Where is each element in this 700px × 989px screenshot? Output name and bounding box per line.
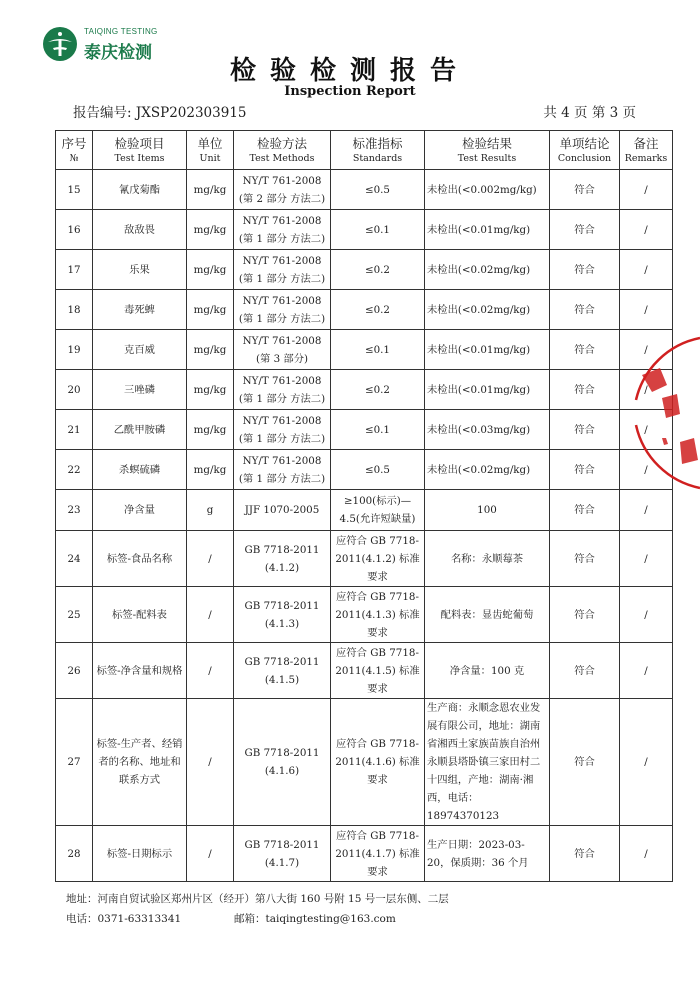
official-seal-stamp	[622, 330, 700, 495]
cell-test-method: NY/T 761-2008 (第 1 部分 方法二)	[234, 250, 331, 290]
cell-test-result: 生产商：永顺念恩农业发展有限公司，地址：湖南省湘西土家族苗族自治州永顺县塔卧镇三家田村二十四组，产地：湖南·湘西，电话：18974370123	[425, 699, 550, 826]
cell-number: 16	[56, 210, 93, 250]
cell-remark: /	[620, 170, 673, 210]
cell-unit: /	[187, 826, 234, 882]
logo-chinese-text: 泰庆检测	[84, 43, 152, 63]
cell-test-method: GB 7718-2011 (4.1.7)	[234, 826, 331, 882]
cell-test-method: GB 7718-2011 (4.1.2)	[234, 531, 331, 587]
cell-standard: ≤0.2	[331, 250, 425, 290]
header-test-items: 检验项目 Test Items	[93, 131, 187, 170]
cell-remark: /	[620, 531, 673, 587]
cell-number: 26	[56, 643, 93, 699]
table-row	[56, 587, 673, 643]
cell-remark: /	[620, 490, 673, 531]
cell-number: 15	[56, 170, 93, 210]
cell-number: 27	[56, 699, 93, 826]
header-unit: 单位 Unit	[187, 131, 234, 170]
page-indicator: 共 4 页 第 3 页	[543, 105, 636, 121]
cell-test-item: 三唑磷	[93, 370, 187, 410]
cell-remark: /	[620, 330, 673, 370]
footer-phone: 电话：0371-63313341	[66, 913, 182, 925]
cell-test-method: NY/T 761-2008 (第 1 部分 方法二)	[234, 410, 331, 450]
cell-test-result: 生产日期：2023-03-20，保质期：36 个月	[425, 826, 550, 882]
cell-conclusion: 符合	[550, 826, 620, 882]
cell-test-result: 100	[425, 490, 550, 531]
cell-standard: 应符合 GB 7718-2011(4.1.7) 标准要求	[331, 826, 425, 882]
table-row	[56, 250, 673, 290]
cell-test-method: GB 7718-2011 (4.1.3)	[234, 587, 331, 643]
table-row	[56, 370, 673, 410]
header-remarks: 备注 Remarks	[620, 131, 673, 170]
cell-test-result: 未检出(<0.02mg/kg)	[425, 250, 550, 290]
cell-test-result: 名称：永顺莓茶	[425, 531, 550, 587]
cell-test-method: NY/T 761-2008 (第 1 部分 方法二)	[234, 290, 331, 330]
cell-standard: ≤0.5	[331, 450, 425, 490]
cell-test-item: 氰戊菊酯	[93, 170, 187, 210]
cell-test-result: 配料表：显齿蛇葡萄	[425, 587, 550, 643]
cell-number: 18	[56, 290, 93, 330]
footer-email: 邮箱：taiqingtesting@163.com	[234, 913, 396, 925]
cell-test-method: JJF 1070-2005	[234, 490, 331, 531]
table-row	[56, 643, 673, 699]
cell-test-item: 毒死蜱	[93, 290, 187, 330]
table-row	[56, 826, 673, 882]
cell-test-item: 敌敌畏	[93, 210, 187, 250]
cell-standard: 应符合 GB 7718-2011(4.1.2) 标准要求	[331, 531, 425, 587]
cell-standard: ≤0.1	[331, 330, 425, 370]
cell-test-result: 未检出(<0.01mg/kg)	[425, 370, 550, 410]
cell-test-method: NY/T 761-2008 (第 1 部分 方法二)	[234, 370, 331, 410]
cell-conclusion: 符合	[550, 490, 620, 531]
cell-number: 24	[56, 531, 93, 587]
header-standards: 标准指标 Standards	[331, 131, 425, 170]
cell-standard: ≥100(标示)—4.5(允许短缺量)	[331, 490, 425, 531]
header-number: 序号 №	[56, 131, 93, 170]
cell-unit: /	[187, 531, 234, 587]
cell-number: 23	[56, 490, 93, 531]
cell-conclusion: 符合	[550, 587, 620, 643]
footer-address: 地址：河南自贸试验区郑州片区（经开）第八大街 160 号附 15 号一层东侧、二层	[66, 893, 449, 905]
cell-test-result: 未检出(<0.01mg/kg)	[425, 330, 550, 370]
cell-unit: mg/kg	[187, 450, 234, 490]
cell-test-item: 标签-配料表	[93, 587, 187, 643]
cell-test-item: 标签-净含量和规格	[93, 643, 187, 699]
cell-standard: ≤0.1	[331, 410, 425, 450]
cell-test-item: 标签-日期标示	[93, 826, 187, 882]
cell-test-method: NY/T 761-2008 (第 1 部分 方法二)	[234, 210, 331, 250]
cell-unit: /	[187, 699, 234, 826]
table-header-row	[56, 131, 673, 170]
cell-number: 17	[56, 250, 93, 290]
cell-remark: /	[620, 290, 673, 330]
cell-test-item: 净含量	[93, 490, 187, 531]
cell-conclusion: 符合	[550, 370, 620, 410]
table-row	[56, 170, 673, 210]
cell-test-result: 未检出(<0.02mg/kg)	[425, 450, 550, 490]
cell-number: 22	[56, 450, 93, 490]
cell-conclusion: 符合	[550, 250, 620, 290]
report-number: 报告编号: JXSP202303915	[73, 105, 247, 121]
cell-number: 21	[56, 410, 93, 450]
cell-test-method: GB 7718-2011 (4.1.5)	[234, 643, 331, 699]
table-row	[56, 330, 673, 370]
table-row	[56, 210, 673, 250]
cell-test-result: 未检出(<0.03mg/kg)	[425, 410, 550, 450]
results-table	[55, 130, 673, 882]
cell-standard: ≤0.2	[331, 290, 425, 330]
header-test-results: 检验结果 Test Results	[425, 131, 550, 170]
cell-test-result: 未检出(<0.002mg/kg)	[425, 170, 550, 210]
cell-conclusion: 符合	[550, 531, 620, 587]
cell-unit: g	[187, 490, 234, 531]
cell-test-item: 乙酰甲胺磷	[93, 410, 187, 450]
cell-standard: ≤0.1	[331, 210, 425, 250]
table-row	[56, 450, 673, 490]
cell-standard: ≤0.5	[331, 170, 425, 210]
logo-english-text: TAIQING TESTING	[84, 27, 158, 36]
cell-conclusion: 符合	[550, 290, 620, 330]
cell-unit: mg/kg	[187, 170, 234, 210]
cell-unit: /	[187, 587, 234, 643]
table-row	[56, 290, 673, 330]
cell-conclusion: 符合	[550, 210, 620, 250]
cell-unit: mg/kg	[187, 250, 234, 290]
cell-number: 20	[56, 370, 93, 410]
cell-test-item: 乐果	[93, 250, 187, 290]
cell-conclusion: 符合	[550, 450, 620, 490]
cell-remark: /	[620, 370, 673, 410]
cell-unit: mg/kg	[187, 290, 234, 330]
cell-unit: mg/kg	[187, 210, 234, 250]
cell-remark: /	[620, 450, 673, 490]
table-row	[56, 490, 673, 531]
cell-standard: 应符合 GB 7718-2011(4.1.5) 标准要求	[331, 643, 425, 699]
cell-unit: mg/kg	[187, 330, 234, 370]
cell-standard: ≤0.2	[331, 370, 425, 410]
cell-remark: /	[620, 410, 673, 450]
header-conclusion: 单项结论 Conclusion	[550, 131, 620, 170]
cell-remark: /	[620, 826, 673, 882]
report-title-english: Inspection Report	[284, 84, 416, 99]
cell-conclusion: 符合	[550, 410, 620, 450]
cell-test-method: GB 7718-2011 (4.1.6)	[234, 699, 331, 826]
cell-standard: 应符合 GB 7718-2011(4.1.6) 标准要求	[331, 699, 425, 826]
cell-test-item: 克百威	[93, 330, 187, 370]
cell-number: 25	[56, 587, 93, 643]
cell-unit: mg/kg	[187, 410, 234, 450]
cell-test-result: 未检出(<0.01mg/kg)	[425, 210, 550, 250]
cell-test-result: 净含量：100 克	[425, 643, 550, 699]
cell-conclusion: 符合	[550, 170, 620, 210]
cell-number: 19	[56, 330, 93, 370]
header-test-methods: 检验方法 Test Methods	[234, 131, 331, 170]
cell-conclusion: 符合	[550, 699, 620, 826]
cell-test-item: 标签-食品名称	[93, 531, 187, 587]
cell-test-method: NY/T 761-2008 (第 1 部分 方法二)	[234, 450, 331, 490]
cell-standard: 应符合 GB 7718-2011(4.1.3) 标准要求	[331, 587, 425, 643]
cell-unit: /	[187, 643, 234, 699]
cell-remark: /	[620, 643, 673, 699]
cell-test-item: 标签-生产者、经销者的名称、地址和联系方式	[93, 699, 187, 826]
cell-remark: /	[620, 587, 673, 643]
table-row	[56, 699, 673, 826]
cell-test-method: NY/T 761-2008 (第 3 部分)	[234, 330, 331, 370]
cell-test-method: NY/T 761-2008 (第 2 部分 方法二)	[234, 170, 331, 210]
cell-remark: /	[620, 250, 673, 290]
report-title: 检验检测报告	[229, 56, 470, 86]
cell-conclusion: 符合	[550, 643, 620, 699]
table-row	[56, 531, 673, 587]
cell-remark: /	[620, 210, 673, 250]
table-row	[56, 410, 673, 450]
cell-conclusion: 符合	[550, 330, 620, 370]
cell-number: 28	[56, 826, 93, 882]
cell-test-result: 未检出(<0.02mg/kg)	[425, 290, 550, 330]
cell-unit: mg/kg	[187, 370, 234, 410]
cell-remark: /	[620, 699, 673, 826]
cell-test-item: 杀螟硫磷	[93, 450, 187, 490]
